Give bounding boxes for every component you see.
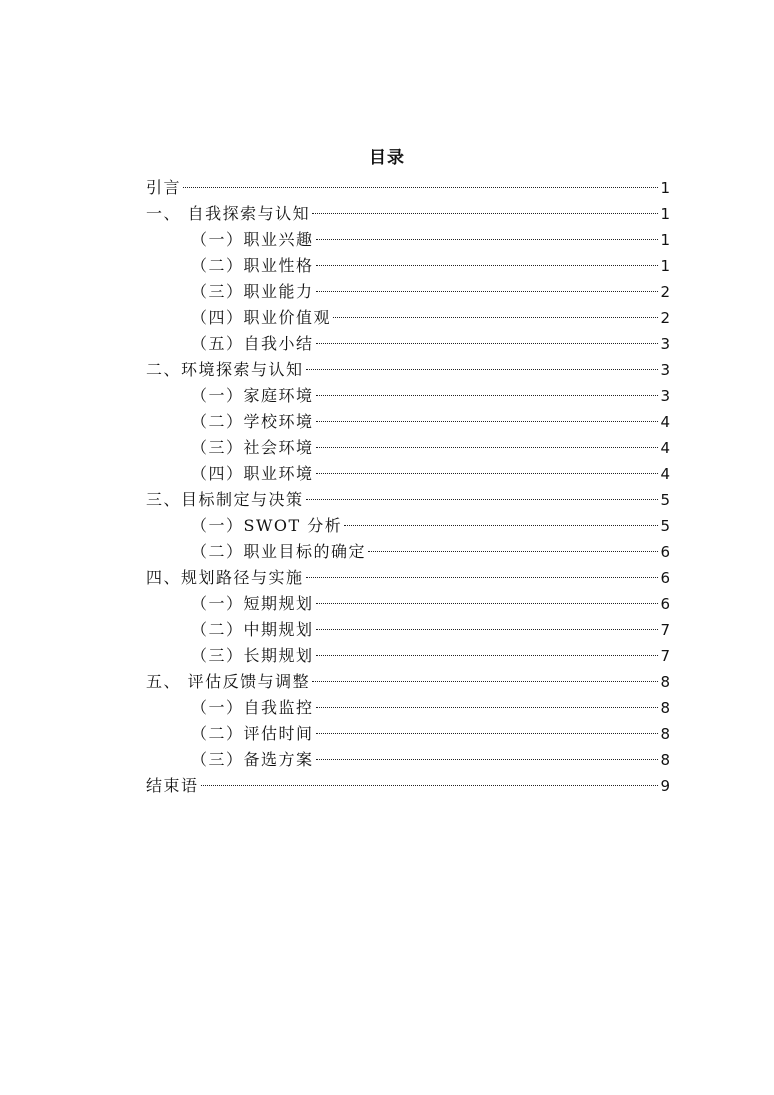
toc-entry[interactable] bbox=[146, 669, 670, 695]
toc-entry[interactable] bbox=[146, 383, 670, 409]
dot-leader bbox=[312, 681, 658, 682]
toc-entry-page-number: 2 bbox=[660, 309, 670, 327]
dot-leader bbox=[306, 577, 659, 578]
toc-entry-label: （三）长期规划 bbox=[191, 646, 314, 665]
toc-entry[interactable] bbox=[146, 487, 670, 513]
toc-entry-label: （三）备选方案 bbox=[191, 750, 314, 769]
toc-entry-page-number: 3 bbox=[660, 387, 670, 405]
table-of-contents bbox=[146, 175, 670, 799]
dot-leader bbox=[316, 629, 659, 630]
toc-entry[interactable] bbox=[146, 175, 670, 201]
toc-entry-page-number: 1 bbox=[660, 231, 670, 249]
dot-leader bbox=[333, 317, 658, 318]
toc-entry-page-number: 2 bbox=[660, 283, 670, 301]
dot-leader bbox=[316, 603, 659, 604]
toc-entry-label: （二）学校环境 bbox=[191, 412, 314, 431]
toc-entry-label: 结束语 bbox=[146, 776, 199, 795]
toc-entry-page-number: 3 bbox=[660, 361, 670, 379]
toc-entry-label: 三、目标制定与决策 bbox=[146, 490, 304, 509]
toc-entry-page-number: 1 bbox=[660, 257, 670, 275]
dot-leader bbox=[306, 369, 659, 370]
toc-entry[interactable] bbox=[146, 773, 670, 799]
toc-entry[interactable] bbox=[146, 253, 670, 279]
toc-entry-page-number: 6 bbox=[660, 543, 670, 561]
dot-leader bbox=[183, 187, 658, 188]
toc-entry-label: （三）社会环境 bbox=[191, 438, 314, 457]
toc-entry-label: （二）评估时间 bbox=[191, 724, 314, 743]
dot-leader bbox=[316, 447, 659, 448]
toc-entry-label: （四）职业价值观 bbox=[191, 308, 332, 327]
toc-entry-label: 四、规划路径与实施 bbox=[146, 568, 304, 587]
dot-leader bbox=[316, 733, 659, 734]
toc-entry[interactable] bbox=[146, 331, 670, 357]
toc-entry-page-number: 4 bbox=[660, 413, 670, 431]
toc-entry-page-number: 5 bbox=[660, 517, 670, 535]
dot-leader bbox=[316, 655, 659, 656]
dot-leader bbox=[306, 499, 659, 500]
toc-entry[interactable] bbox=[146, 409, 670, 435]
dot-leader bbox=[368, 551, 658, 552]
dot-leader bbox=[316, 239, 659, 240]
toc-entry-page-number: 4 bbox=[660, 439, 670, 457]
toc-entry-label: （一）SWOT 分析 bbox=[191, 516, 343, 535]
dot-leader bbox=[316, 421, 659, 422]
toc-entry-label: （五）自我小结 bbox=[191, 334, 314, 353]
toc-entry-label: （二）职业性格 bbox=[191, 256, 314, 275]
toc-entry[interactable] bbox=[146, 539, 670, 565]
toc-entry-page-number: 5 bbox=[660, 491, 670, 509]
toc-entry-label: （四）职业环境 bbox=[191, 464, 314, 483]
toc-entry[interactable] bbox=[146, 201, 670, 227]
toc-entry-page-number: 8 bbox=[660, 673, 670, 691]
toc-entry[interactable] bbox=[146, 565, 670, 591]
toc-title: 目录 bbox=[369, 148, 405, 168]
toc-entry[interactable] bbox=[146, 747, 670, 773]
dot-leader bbox=[344, 525, 658, 526]
toc-entry-label: （一）职业兴趣 bbox=[191, 230, 314, 249]
dot-leader bbox=[312, 213, 658, 214]
dot-leader bbox=[201, 785, 659, 786]
toc-entry[interactable] bbox=[146, 643, 670, 669]
toc-entry-label: （一）短期规划 bbox=[191, 594, 314, 613]
toc-entry[interactable] bbox=[146, 357, 670, 383]
toc-entry-label: （二）中期规划 bbox=[191, 620, 314, 639]
toc-entry[interactable] bbox=[146, 305, 670, 331]
dot-leader bbox=[316, 473, 659, 474]
toc-entry[interactable] bbox=[146, 721, 670, 747]
toc-entry[interactable] bbox=[146, 617, 670, 643]
toc-entry-page-number: 6 bbox=[660, 595, 670, 613]
toc-entry[interactable] bbox=[146, 227, 670, 253]
toc-entry-page-number: 8 bbox=[660, 751, 670, 769]
toc-entry[interactable] bbox=[146, 435, 670, 461]
toc-entry-page-number: 9 bbox=[660, 777, 670, 795]
dot-leader bbox=[316, 291, 659, 292]
toc-entry[interactable] bbox=[146, 513, 670, 539]
toc-entry[interactable] bbox=[146, 461, 670, 487]
dot-leader bbox=[316, 343, 659, 344]
toc-entry[interactable] bbox=[146, 695, 670, 721]
dot-leader bbox=[316, 395, 659, 396]
toc-entry-page-number: 1 bbox=[660, 179, 670, 197]
toc-entry[interactable] bbox=[146, 591, 670, 617]
toc-entry-label: （一）家庭环境 bbox=[191, 386, 314, 405]
toc-entry-label: 一、 自我探索与认知 bbox=[146, 204, 311, 223]
toc-entry-page-number: 4 bbox=[660, 465, 670, 483]
toc-entry-label: 二、环境探索与认知 bbox=[146, 360, 304, 379]
toc-entry-page-number: 8 bbox=[660, 725, 670, 743]
toc-entry-page-number: 1 bbox=[660, 205, 670, 223]
dot-leader bbox=[316, 265, 659, 266]
toc-entry-page-number: 6 bbox=[660, 569, 670, 587]
toc-entry-page-number: 3 bbox=[660, 335, 670, 353]
toc-entry-page-number: 7 bbox=[660, 621, 670, 639]
toc-entry-label: （二）职业目标的确定 bbox=[191, 542, 367, 561]
toc-entry-page-number: 7 bbox=[660, 647, 670, 665]
toc-entry-label: 五、 评估反馈与调整 bbox=[146, 672, 311, 691]
dot-leader bbox=[316, 707, 659, 708]
dot-leader bbox=[316, 759, 659, 760]
toc-entry-label: （一）自我监控 bbox=[191, 698, 314, 717]
toc-entry-label: （三）职业能力 bbox=[191, 282, 314, 301]
toc-entry-page-number: 8 bbox=[660, 699, 670, 717]
toc-entry-label: 引言 bbox=[146, 178, 182, 197]
toc-entry[interactable] bbox=[146, 279, 670, 305]
